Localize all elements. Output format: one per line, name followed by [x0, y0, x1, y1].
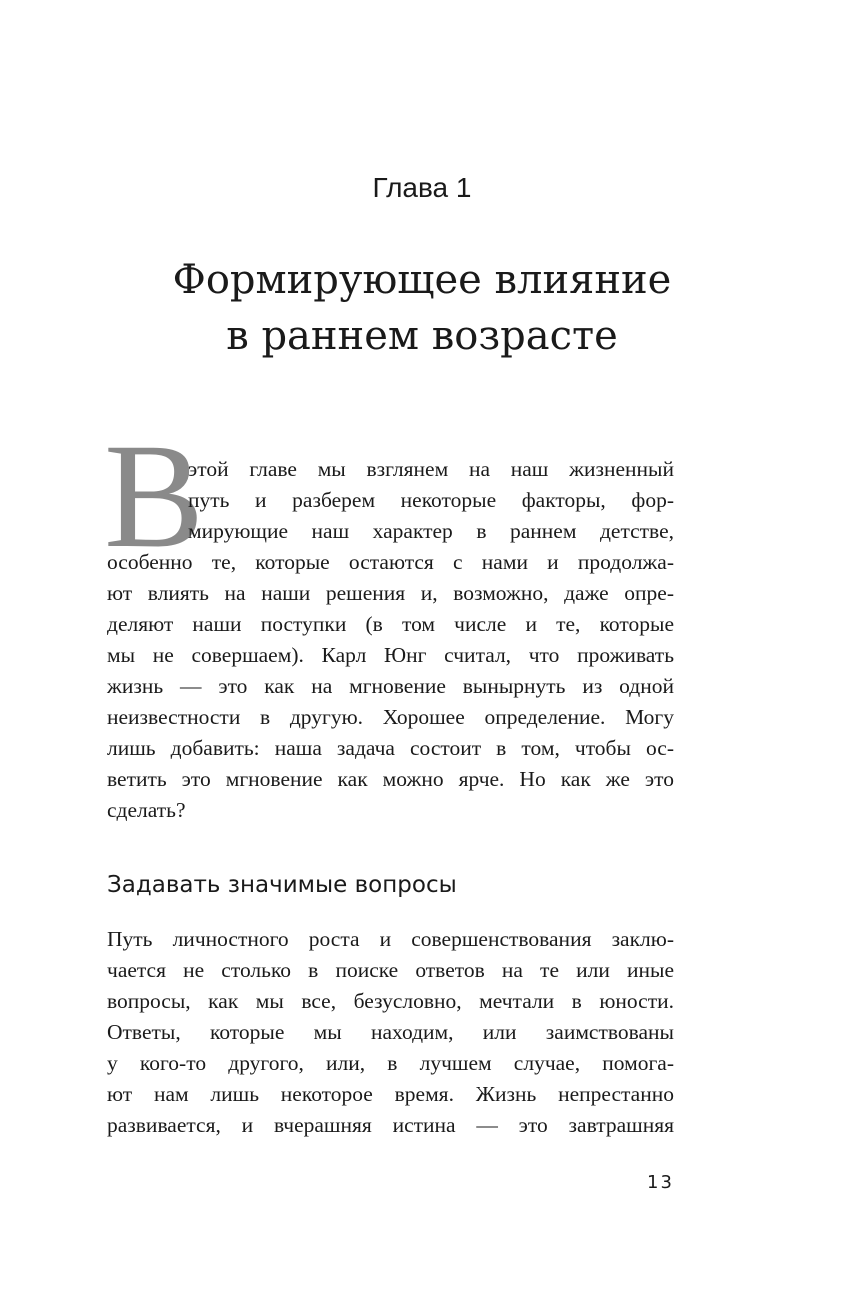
chapter-title-line: Формирующее влияние: [172, 257, 672, 303]
chapter-title-line: в раннем возрасте: [226, 313, 618, 359]
text-line: чается не столько в поиске ответов на те или иные: [107, 958, 674, 982]
text-line: ветить это мгновение как можно ярче. Но как же это: [107, 767, 674, 791]
chapter-label: Глава 1: [372, 172, 472, 203]
text-line: Ответы, которые мы находим, или заимствованы: [107, 1020, 674, 1044]
intro-paragraph: [107, 454, 674, 826]
chapter-title: [0, 252, 844, 364]
text-line: этой главе мы взглянем на наш жизненный: [188, 457, 674, 481]
page-number: 13: [647, 1172, 674, 1193]
text-line: развивается, и вчерашняя истина — это завтрашняя: [107, 1113, 674, 1137]
section-heading: Задавать значимые вопросы: [107, 872, 457, 898]
text-line: вопросы, как мы все, безусловно, мечтали в юности.: [107, 989, 674, 1013]
drop-cap: В: [104, 413, 205, 579]
text-line: неизвестности в другую. Хорошее определение. Могу: [107, 705, 674, 729]
text-line: лишь добавить: наша задача состоит в том, чтобы ос-: [107, 736, 674, 760]
text-line: у кого-то другого, или, в лучшем случае, помога-: [107, 1051, 674, 1075]
text-line: Путь личностного роста и совершенствования заклю-: [107, 927, 674, 951]
text-line: ют влиять на наши решения и, возможно, даже опре-: [107, 581, 674, 605]
text-line: путь и разберем некоторые факторы, фор-: [188, 488, 674, 512]
text-line: мирующие наш характер в раннем детстве,: [188, 519, 674, 543]
text-line: мы не совершаем). Карл Юнг считал, что проживать: [107, 643, 674, 667]
text-line: ют нам лишь некоторое время. Жизнь непрестанно: [107, 1082, 674, 1106]
text-line: особенно те, которые остаются с нами и продолжа-: [107, 550, 674, 574]
text-line: сделать?: [107, 798, 186, 822]
text-line: жизнь — это как на мгновение вынырнуть из одной: [107, 674, 674, 698]
section-paragraph: [107, 924, 674, 1141]
text-line: деляют наши поступки (в том числе и те, которые: [107, 612, 674, 636]
